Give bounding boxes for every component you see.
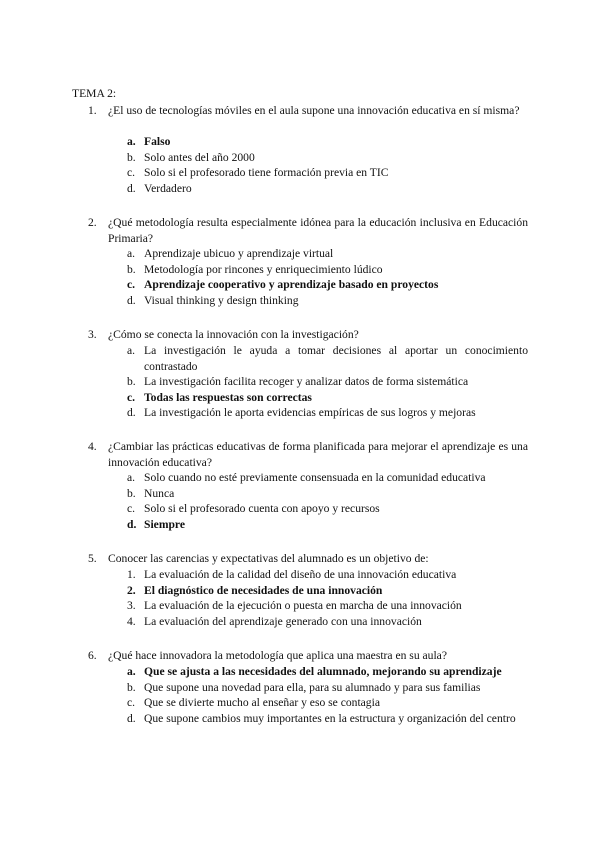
option-text: El diagnóstico de necesidades de una innovación bbox=[144, 583, 383, 597]
option-label: 1. bbox=[127, 568, 136, 581]
option-label: b. bbox=[127, 262, 136, 276]
option-label: d. bbox=[127, 293, 136, 307]
question-number: 1. bbox=[88, 104, 97, 117]
option-text: Todas las respuestas son correctas bbox=[144, 390, 312, 404]
option-label: 3. bbox=[127, 599, 136, 613]
option-text: La evaluación del aprendizaje generado con una innovación bbox=[144, 614, 422, 628]
option-b bbox=[0, 680, 600, 696]
question-text: ¿Qué hace innovadora la metodología que aplica una maestra en su aula? bbox=[108, 649, 447, 662]
question-number: 2. bbox=[88, 216, 97, 229]
option-a-correct bbox=[0, 134, 600, 150]
option-text: Que se ajusta a las necesidades del alumnado, mejorando su aprendizaje bbox=[144, 665, 502, 678]
option-label: c. bbox=[127, 502, 136, 516]
option-a bbox=[0, 246, 600, 262]
option-text: La investigación le ayuda a tomar decisiones al aportar un conocimiento contrastado bbox=[144, 344, 528, 373]
options-list bbox=[0, 343, 600, 421]
option-label: a. bbox=[127, 471, 136, 484]
option-text: Solo si el profesorado tiene formación previa en TIC bbox=[144, 166, 389, 180]
option-label: b. bbox=[127, 680, 136, 694]
option-d bbox=[0, 181, 600, 197]
option-a bbox=[0, 470, 600, 486]
option-2-correct bbox=[0, 583, 600, 599]
question-text: ¿Cómo se conecta la innovación con la investigación? bbox=[108, 328, 359, 341]
option-label: b. bbox=[127, 375, 136, 389]
option-text: Siempre bbox=[144, 517, 186, 531]
option-text: Que supone una novedad para ella, para su alumnado y para sus familias bbox=[144, 680, 481, 694]
option-1 bbox=[0, 567, 600, 583]
option-c-correct bbox=[0, 277, 600, 293]
option-d-correct bbox=[0, 517, 600, 533]
question-number: 6. bbox=[88, 649, 97, 662]
option-label: a. bbox=[127, 135, 136, 148]
option-label: c. bbox=[127, 696, 136, 710]
option-label: b. bbox=[127, 486, 136, 500]
option-label: 2. bbox=[127, 583, 136, 597]
options-list bbox=[0, 246, 600, 308]
option-text: Aprendizaje ubicuo y aprendizaje virtual bbox=[144, 247, 334, 260]
question-text: ¿Qué metodología resulta especialmente idónea para la educación inclusiva en Educación Primaria? bbox=[108, 216, 528, 245]
option-label: b. bbox=[127, 150, 136, 164]
options-list bbox=[0, 664, 600, 742]
option-d bbox=[0, 293, 600, 309]
option-c bbox=[0, 165, 600, 181]
option-d bbox=[0, 405, 600, 421]
question-number: 4. bbox=[88, 440, 97, 453]
question-text: Conocer las carencias y expectativas del alumnado es un objetivo de: bbox=[108, 552, 429, 565]
option-3 bbox=[0, 598, 600, 614]
option-c bbox=[0, 501, 600, 517]
options-list bbox=[0, 567, 600, 629]
question-text: ¿El uso de tecnologías móviles en el aula supone una innovación educativa en sí misma? bbox=[108, 104, 520, 117]
option-b bbox=[0, 262, 600, 278]
option-text: Metodología por rincones y enriquecimiento lúdico bbox=[144, 262, 383, 276]
question-text: ¿Cambiar las prácticas educativas de forma planificada para mejorar el aprendizaje es una innovación educativa? bbox=[108, 440, 528, 469]
option-text: La investigación le aporta evidencias empíricas de sus logros y mejoras bbox=[144, 406, 476, 420]
option-d bbox=[0, 711, 600, 742]
option-text: Que se divierte mucho al enseñar y eso se contagia bbox=[144, 696, 380, 710]
option-label: a. bbox=[127, 247, 136, 260]
option-label: a. bbox=[127, 665, 136, 678]
option-4 bbox=[0, 614, 600, 630]
option-b bbox=[0, 150, 600, 166]
option-b bbox=[0, 374, 600, 390]
options-list bbox=[0, 470, 600, 532]
option-label: a. bbox=[127, 344, 136, 357]
option-text: La investigación facilita recoger y analizar datos de forma sistemática bbox=[144, 375, 469, 389]
option-text: Que supone cambios muy importantes en la estructura y organización del centro bbox=[144, 711, 516, 725]
page-title: TEMA 2: bbox=[72, 87, 117, 100]
option-text: Solo si el profesorado cuenta con apoyo y recursos bbox=[144, 502, 380, 516]
option-label: d. bbox=[127, 711, 136, 725]
option-label: d. bbox=[127, 406, 136, 420]
option-text: La evaluación de la calidad del diseño de una innovación educativa bbox=[144, 568, 457, 581]
option-c-correct bbox=[0, 390, 600, 406]
option-text: Falso bbox=[144, 135, 171, 148]
question-number: 3. bbox=[88, 328, 97, 341]
option-b bbox=[0, 486, 600, 502]
option-label: c. bbox=[127, 278, 136, 292]
option-text: Nunca bbox=[144, 486, 175, 500]
option-text: Aprendizaje cooperativo y aprendizaje basado en proyectos bbox=[144, 278, 439, 292]
option-label: d. bbox=[127, 517, 137, 531]
option-text: Solo antes del año 2000 bbox=[144, 150, 255, 164]
option-a bbox=[0, 343, 600, 374]
option-text: Verdadero bbox=[144, 181, 192, 195]
option-text: Visual thinking y design thinking bbox=[144, 293, 299, 307]
option-a-correct bbox=[0, 664, 600, 680]
options-list bbox=[0, 134, 600, 196]
question-number: 5. bbox=[88, 552, 97, 565]
option-label: c. bbox=[127, 390, 136, 404]
option-text: Solo cuando no esté previamente consensuada en la comunidad educativa bbox=[144, 471, 486, 484]
option-label: c. bbox=[127, 166, 136, 180]
option-c bbox=[0, 695, 600, 711]
option-text: La evaluación de la ejecución o puesta en marcha de una innovación bbox=[144, 599, 462, 613]
option-label: 4. bbox=[127, 614, 136, 628]
option-label: d. bbox=[127, 181, 136, 195]
